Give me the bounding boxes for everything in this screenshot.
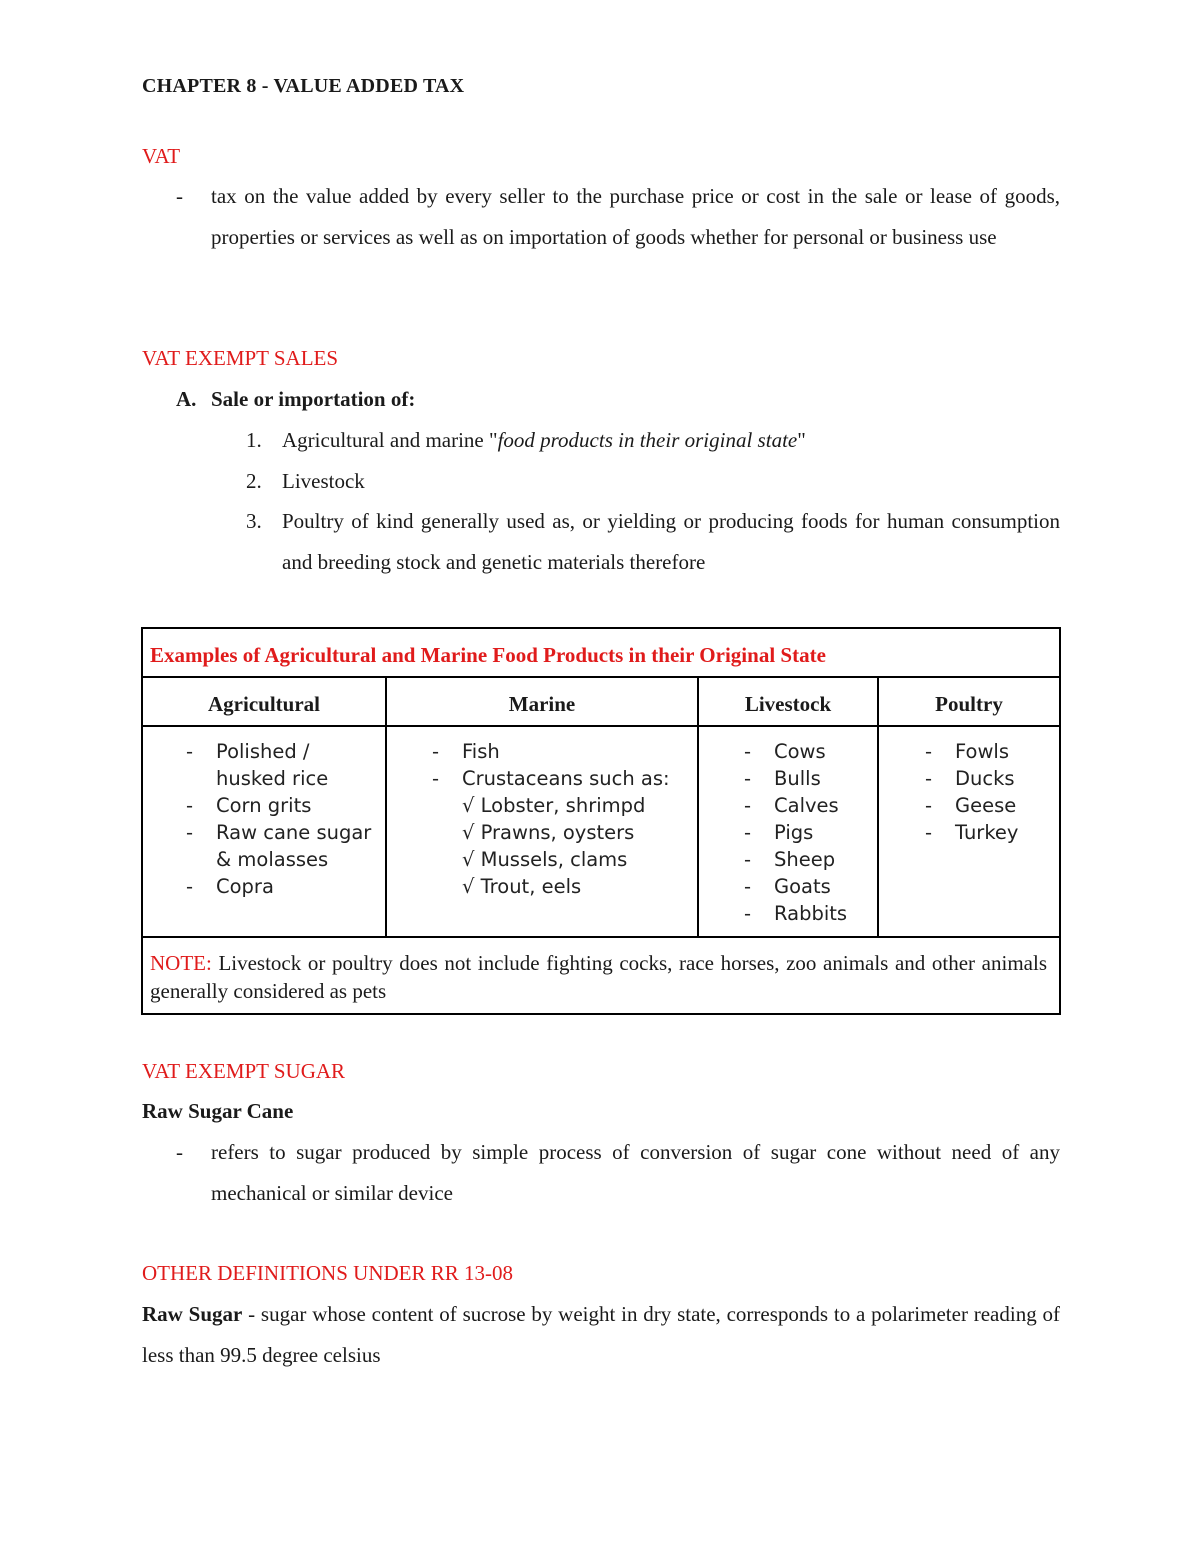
list-item: - Calves — [744, 794, 839, 817]
list-item: √ Prawns, oysters — [462, 821, 635, 844]
chapter-heading: CHAPTER 8 - VALUE ADDED TAX — [142, 75, 465, 97]
list-item: - Cows — [744, 740, 826, 763]
list-item: - Rabbits — [744, 902, 848, 925]
column-header-livestock: Livestock — [744, 692, 832, 716]
list-item: - Pigs — [744, 821, 814, 844]
list-number: 3. — [246, 509, 262, 533]
list-number: 2. — [246, 469, 262, 493]
sugar-definition-text: refers to sugar produced by simple process of conversion of sugar cone without need of any mechanical or similar device — [211, 1140, 1060, 1205]
column-header-poultry: Poultry — [935, 692, 1003, 716]
list-item: - Geese — [925, 794, 1017, 817]
list-item: husked rice — [216, 767, 329, 790]
vat-section-title: VAT — [142, 144, 181, 168]
raw-sugar-text: - sugar whose content of sucrose by weight in dry state, corresponds to a polarimeter reading of less than 99.5 degree celsius — [142, 1302, 1061, 1367]
exempt-sales-title: VAT EXEMPT SALES — [142, 346, 339, 370]
list-letter: A. — [176, 387, 197, 411]
list-item: - Ducks — [925, 767, 1015, 790]
raw-sugar-definition-text — [142, 1294, 1060, 1375]
table-note — [150, 949, 1047, 1005]
list-item: - Turkey — [925, 821, 1019, 844]
other-definitions-title: OTHER DEFINITIONS UNDER RR 13-08 — [142, 1261, 513, 1285]
list-item: - Copra — [186, 875, 274, 898]
list-item: √ Lobster, shrimpd — [462, 794, 646, 817]
food-products-table — [141, 627, 1061, 1015]
list-item: √ Mussels, clams — [462, 848, 628, 871]
exempt-sugar-subtitle: Raw Sugar Cane — [142, 1099, 294, 1123]
list-item: - Raw cane sugar — [186, 821, 372, 844]
vat-definition-text: tax on the value added by every seller to the purchase price or cost in the sale or lease of goods, properties or services as well as on importation of goods whether for personal or business use — [211, 184, 1060, 249]
raw-sugar-term: Raw Sugar — [142, 1302, 243, 1326]
list-item: - Goats — [744, 875, 831, 898]
note-text: Livestock or poultry does not include fighting cocks, race horses, zoo animals and other animals generally considered as pets — [150, 951, 1047, 1003]
bullet-dash: - — [176, 184, 183, 208]
list-item: - Crustaceans such as: — [432, 767, 670, 790]
list-item: - Sheep — [744, 848, 836, 871]
marine-list — [418, 738, 670, 900]
list-item: - Polished / — [186, 740, 310, 763]
list-item-text: Livestock — [282, 469, 365, 493]
table-title: Examples of Agricultural and Marine Food Products in their Original State — [150, 643, 826, 667]
list-number: 1. — [246, 428, 262, 452]
list-item: √ Trout, eels — [462, 875, 582, 898]
exempt-sugar-title: VAT EXEMPT SUGAR — [142, 1059, 346, 1083]
list-item-text: Agricultural and marine "food products in their original state" — [282, 428, 806, 452]
bullet-dash: - — [176, 1140, 183, 1164]
column-header-agricultural: Agricultural — [208, 692, 320, 716]
column-header-marine: Marine — [508, 692, 576, 716]
exempt-sales-subtitle: Sale or importation of: — [211, 387, 416, 411]
list-item: - Fish — [432, 740, 500, 763]
list-item: - Bulls — [744, 767, 821, 790]
agricultural-list — [172, 738, 371, 900]
list-item: & molasses — [216, 848, 329, 871]
livestock-list — [730, 738, 847, 927]
list-item: - Corn grits — [186, 794, 312, 817]
list-item-text: Poultry of kind generally used as, or yielding or producing foods for human consumption and breeding stock and genetic materials therefore — [282, 509, 1060, 574]
note-label: NOTE: — [150, 951, 212, 975]
poultry-list — [911, 738, 1018, 846]
list-item: - Fowls — [925, 740, 1009, 763]
